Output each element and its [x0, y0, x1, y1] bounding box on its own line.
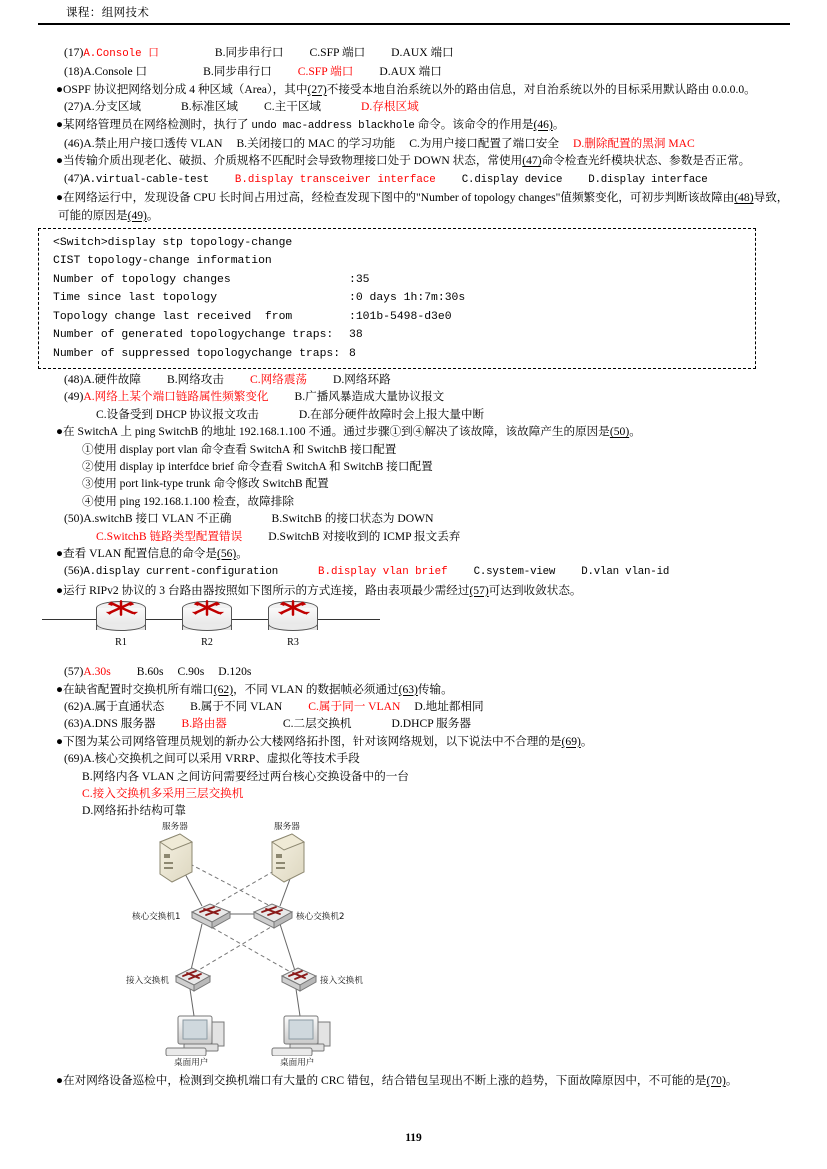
stem-56 — [38, 545, 790, 562]
question-69-option-b: B.网络内各 VLAN 之间访问需要经过两台核心交换设备中的一台 — [82, 769, 409, 783]
question-48-options — [38, 371, 790, 388]
stem50-text-b: 。 — [629, 425, 641, 439]
q62-option-c: C.属于同一 VLAN — [308, 700, 401, 713]
q56-option-c: C.system-view — [473, 566, 556, 579]
q18-option-a: A.Console 口 — [83, 65, 148, 79]
topology-label-core2: 核心交换机2 — [296, 911, 345, 922]
router-arrows-icon — [188, 599, 226, 619]
router-chain-diagram — [96, 601, 416, 663]
stem46-command: undo mac-address blackhole — [251, 119, 415, 132]
topology-label-access-left: 接入交换机 — [126, 975, 169, 986]
q57-num: (57) — [64, 665, 84, 679]
q27-option-a: A.分支区域 — [83, 100, 141, 114]
q50-option-a: A.switchB 接口 VLAN 不正确 — [83, 512, 232, 526]
stem47-text-a: ●当传输介质出现老化、破损、介质规格不匹配时会导致物理接口处于 DOWN 状态，常使用 — [56, 154, 523, 168]
stem27-text-a: ●OSPF 协议把网络划分成 4 种区域（Area），其中 — [56, 82, 308, 96]
stem56-text-a: ●查看 VLAN 配置信息的命令是 — [56, 546, 217, 560]
terminal-row-value: :0 days 1h:7m:30s — [349, 292, 466, 305]
router-icon-r3 — [268, 601, 318, 649]
q50-option-d: D.SwitchB 对接收到的 ICMP 报文丢弃 — [268, 529, 461, 543]
q63-num: (63) — [64, 717, 84, 731]
terminal-row-value: :35 — [349, 273, 370, 286]
stem27-blank: (27) — [307, 82, 327, 96]
question-17-options — [38, 44, 790, 63]
q49-num: (49) — [64, 390, 84, 404]
switch-icon-core1 — [192, 904, 230, 928]
page-header — [38, 4, 790, 25]
topology-label-core1: 核心交换机1 — [132, 911, 181, 922]
stem50-blank: (50) — [609, 425, 630, 439]
q50-num: (50) — [64, 512, 84, 526]
stem70-text-b: 。 — [725, 1073, 738, 1087]
question-50-options-row2 — [38, 528, 790, 545]
q63-option-c: C.二层交换机 — [282, 717, 352, 731]
stem-46 — [38, 116, 790, 135]
network-topology-diagram — [126, 821, 414, 1068]
q63-option-d: D.DHCP 服务器 — [391, 717, 471, 731]
topology-label-server-right: 服务器 — [274, 821, 300, 832]
q50-option-c: C.SwitchB 链路类型配置错误 — [96, 529, 243, 543]
q69-num: (69) — [64, 752, 84, 766]
stem-57 — [38, 582, 790, 599]
q48-option-b: B.网络攻击 — [166, 372, 224, 386]
q56-option-b: B.display vlan brief — [317, 566, 448, 579]
stem-27 — [38, 81, 790, 98]
stem57-blank: (57) — [469, 583, 489, 597]
stem-69 — [38, 733, 790, 750]
question-50-options — [38, 510, 790, 527]
stem-47 — [38, 152, 790, 169]
stem62-text-b: ，不同 VLAN 的数据帧必须通过 — [233, 682, 399, 696]
q62-option-b: B.属于不同 VLAN — [190, 700, 283, 713]
router-link-r2-r3 — [232, 619, 268, 620]
server-icon-right — [272, 834, 304, 882]
router-label: R3 — [287, 637, 299, 649]
q48-option-c: C.网络震荡 — [250, 372, 308, 386]
terminal-row — [39, 345, 755, 363]
q49-option-b: B.广播风暴造成大量协议报文 — [294, 390, 445, 404]
page-footer — [0, 1132, 827, 1144]
q18-option-b: B.同步串行口 — [203, 65, 272, 79]
q69-option-a: A.核心交换机之间可以采用 VRRP、虚拟化等技术手段 — [83, 752, 360, 766]
document-body — [38, 44, 790, 1089]
router-link-right-stub — [318, 619, 380, 620]
q62-num: (62) — [64, 700, 84, 713]
question-56-options — [38, 562, 790, 581]
stem46-text-c: 。 — [552, 117, 565, 131]
q46-option-a: A.禁止用户接口透传 VLAN — [83, 137, 223, 151]
stem-62 — [38, 681, 790, 698]
question-57-options — [38, 663, 790, 680]
terminal-output-box — [38, 228, 756, 369]
router-label: R2 — [201, 637, 213, 649]
terminal-row-label: Number of generated topologychange traps: — [53, 329, 334, 342]
terminal-row-label: Topology change last received from — [53, 310, 293, 323]
stem69-text-b: 。 — [580, 734, 593, 748]
stem48-text-c: 。 — [146, 208, 159, 222]
stem57-text-a: ●运行 RIPv2 协议的 3 台路由器按照如下图所示的方式连接，路由表项最少需经过 — [56, 583, 470, 597]
desktop-icon-right — [272, 1016, 330, 1056]
q18-option-d: D.AUX 端口 — [379, 65, 442, 79]
stem47-blank: (47) — [522, 154, 542, 168]
q27-option-d: D.存根区域 — [361, 100, 419, 114]
terminal-row — [39, 289, 755, 307]
q17-option-c: C.SFP 端口 — [309, 46, 366, 59]
q49-option-d: D.在部分硬件故障时会上报大量中断 — [298, 407, 485, 421]
switch-icon-access-left — [176, 968, 210, 991]
q17-num: (17) — [64, 46, 84, 59]
topology-label-access-right: 接入交换机 — [320, 975, 363, 986]
stem56-blank: (56) — [216, 546, 237, 560]
server-icon-left — [160, 834, 192, 882]
q56-num: (56) — [64, 564, 84, 578]
topology-label-desktop-right: 桌面用户 — [280, 1057, 315, 1068]
question-69-option-c: C.接入交换机多采用三层交换机 — [82, 787, 244, 801]
stem27-text-b: 不接受本地自治系统以外的路由信息，对自治系统以外的目标采用默认路由 0.0.0.0。 — [326, 82, 756, 96]
router-arrows-icon — [274, 599, 312, 619]
q47-option-b: B.display transceiver interface — [234, 173, 436, 186]
stem46-blank: (46) — [533, 117, 553, 131]
stem62-text-a: ●在缺省配置时交换机所有端口 — [56, 682, 214, 696]
q18-option-c: C.SFP 端口 — [297, 65, 354, 79]
router-link-r1-r2 — [146, 619, 182, 620]
stem62-text-c: 传输。 — [417, 682, 453, 696]
q17-option-a: A.Console 口 — [83, 48, 159, 60]
terminal-row-value: 38 — [349, 329, 363, 342]
q48-option-d: D.网络环路 — [333, 372, 391, 386]
question-49-options — [38, 388, 790, 405]
q57-option-b: B.60s — [136, 665, 164, 679]
q47-option-a: A.virtual-cable-test — [83, 173, 209, 186]
terminal-row — [39, 308, 755, 326]
q46-option-b: B.关闭接口的 MAC 的学习功能 — [236, 137, 396, 151]
question-63-options — [38, 715, 790, 732]
stem46-text-a: ●某网络管理员在网络检测时，执行了 — [56, 117, 252, 131]
q46-option-c: C.为用户接口配置了端口安全 — [409, 137, 559, 151]
topology-label-desktop-left: 桌面用户 — [174, 1057, 209, 1068]
stem50-step-1: ①使用 display port vlan 命令查看 SwitchA 和 SwitchB 接口配置 — [82, 442, 397, 456]
q62-option-d: D.地址都相同 — [414, 700, 484, 713]
stem48-text-b: 导致，可能的原因是 — [58, 191, 789, 222]
question-27-options — [38, 98, 790, 115]
question-69-option-a — [38, 750, 790, 767]
router-icon-r1 — [96, 601, 146, 649]
question-69-option-d: D.网络拓扑结构可靠 — [82, 804, 187, 818]
question-46-options — [38, 135, 790, 152]
q63-option-b: B.路由器 — [181, 717, 227, 731]
terminal-row-value: :101b-5498-d3e0 — [349, 310, 452, 323]
stem70-text-a: ●在对网络设备巡检中，检测到交换机端口有大量的 CRC 错包，结合错包呈现出不断上涨的趋势，下面故障原因中，不可能的是 — [56, 1073, 707, 1087]
q27-option-b: B.标准区域 — [180, 100, 238, 114]
q57-option-d: D.120s — [218, 665, 252, 679]
q17-option-d: D.AUX 端口 — [391, 46, 454, 59]
switch-icon-access-right — [282, 968, 316, 991]
q47-num: (47) — [64, 171, 84, 185]
course-title: 课程：组网技术 — [66, 5, 150, 19]
q50-option-b: B.SwitchB 的接口状态为 DOWN — [271, 512, 434, 526]
q63-option-a: A.DNS 服务器 — [83, 717, 156, 731]
header-divider — [38, 23, 790, 25]
stem-70 — [38, 1072, 790, 1089]
q47-option-c: C.display device — [461, 173, 563, 186]
q46-option-d: D.删除配置的黑洞 MAC — [573, 137, 695, 151]
stem48-text-a: ●在网络运行中，发现设备 CPU 长时间占用过高，经检查发现下图中的"Number of topology changes"值频繁变化，可初步判断该故障由 — [56, 191, 735, 205]
terminal-title-line — [39, 252, 755, 270]
terminal-row — [39, 326, 755, 344]
q48-option-a: A.硬件故障 — [83, 372, 141, 386]
stem69-blank: (69) — [561, 734, 581, 748]
topology-svg — [134, 824, 414, 1056]
q47-option-d: D.display interface — [588, 173, 708, 186]
stem69-text-a: ●下图为某公司网络管理员规划的新办公大楼网络拓扑图，针对该网络规划，以下说法中不合理的是 — [56, 734, 562, 748]
stem-48 — [38, 189, 790, 224]
stem46-text-b: 命令。该命令的作用是 — [414, 117, 534, 131]
q49-option-c: C.设备受到 DHCP 协议报文攻击 — [96, 407, 259, 421]
page-number: 119 — [405, 1132, 422, 1144]
stem62-blank-1: (62) — [213, 682, 234, 696]
stem50-step-3: ③使用 port link-type trunk 命令修改 SwitchB 配置 — [82, 477, 329, 491]
q17-option-b: B.同步串行口 — [214, 46, 284, 59]
q56-option-a: A.display current-configuration — [83, 566, 278, 579]
stem50-text-a: ●在 SwitchA 上 ping SwitchB 的地址 192.168.1.100 不通。通过步骤①到④解决了该故障，该故障产生的原因是 — [56, 425, 610, 439]
terminal-row-value: 8 — [349, 347, 356, 360]
question-49-options-row2 — [38, 406, 790, 423]
q46-num: (46) — [64, 137, 84, 151]
stem48-blank-1: (48) — [734, 191, 754, 205]
stem56-text-b: 。 — [236, 546, 248, 560]
question-18-options — [38, 63, 790, 80]
desktop-icon-left — [166, 1016, 224, 1056]
stem48-blank-2: (49) — [127, 208, 147, 222]
terminal-row-label: Number of suppressed topologychange traps: — [53, 347, 341, 360]
q27-option-c: C.主干区域 — [264, 100, 322, 114]
terminal-row-label: Time since last topology — [53, 292, 218, 305]
router-link-left-stub — [42, 619, 98, 620]
switch-icon-core2 — [254, 904, 292, 928]
question-47-options — [38, 170, 790, 189]
stem62-blank-2: (63) — [398, 682, 418, 696]
terminal-row-label: Number of topology changes — [53, 273, 231, 286]
stem70-blank: (70) — [706, 1073, 726, 1087]
q18-num: (18) — [64, 65, 84, 79]
topology-label-server-left: 服务器 — [162, 821, 188, 832]
question-62-options — [38, 698, 790, 715]
router-icon-r2 — [182, 601, 232, 649]
terminal-command: <Switch>display stp topology-change — [53, 237, 293, 250]
terminal-prompt-line — [39, 234, 755, 252]
router-label: R1 — [115, 637, 127, 649]
q57-option-a: A.30s — [83, 665, 111, 679]
stem57-text-b: 可达到收敛状态。 — [488, 583, 582, 597]
terminal-title: CIST topology-change information — [53, 255, 272, 268]
q49-option-a: A.网络上某个端口链路属性频繁变化 — [83, 390, 269, 404]
stem50-step-2: ②使用 display ip interfdce brief 命令查看 SwitchA 和 SwitchB 接口配置 — [82, 459, 433, 473]
router-arrows-icon — [102, 599, 140, 619]
q57-option-c: C.90s — [177, 665, 205, 679]
terminal-row — [39, 271, 755, 289]
stem47-text-b: 命令检查光纤模块状态、参数是否正常。 — [541, 154, 751, 168]
stem50-step-4: ④使用 ping 192.168.1.100 检查，故障排除 — [82, 494, 294, 508]
q27-num: (27) — [64, 100, 84, 114]
q48-num: (48) — [64, 372, 84, 386]
q62-option-a: A.属于直通状态 — [83, 700, 165, 713]
stem-50 — [38, 423, 790, 440]
q56-option-d: D.vlan vlan-id — [581, 566, 670, 579]
